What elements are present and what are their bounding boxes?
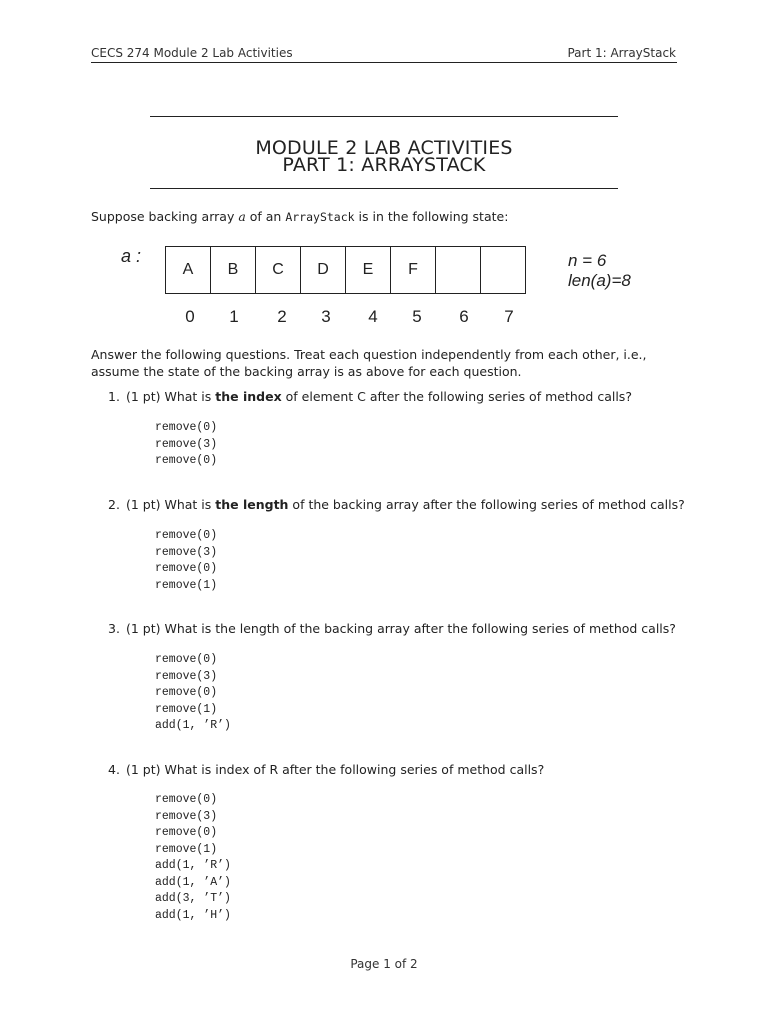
- question-suffix: of the backing array after the following series of method calls?: [288, 497, 685, 512]
- question-bold: the length: [215, 497, 289, 512]
- code-line: add(1, ’R’): [155, 719, 231, 732]
- question-text: [126, 389, 632, 404]
- question-prefix: (1 pt) What is: [126, 389, 216, 404]
- code-line: remove(0): [155, 826, 218, 839]
- array-cell: [481, 246, 526, 294]
- code-line: add(1, ’H’): [155, 908, 231, 922]
- array-diagram: [165, 246, 526, 294]
- code-line: remove(0): [155, 562, 218, 575]
- intro-text: [91, 208, 508, 226]
- code-line: remove(0): [155, 653, 218, 666]
- code-line: remove(1): [155, 842, 218, 856]
- code-line: remove(3): [155, 809, 218, 823]
- array-index: 4: [368, 307, 378, 326]
- array-index: 5: [412, 307, 422, 326]
- page-number: Page 1 of 2: [350, 957, 418, 971]
- intro-var: a: [238, 209, 246, 224]
- array-index: 0: [185, 307, 195, 326]
- code-block: [155, 792, 231, 924]
- array-cell: C: [256, 246, 301, 294]
- code-line: remove(3): [155, 669, 218, 683]
- header-course: CECS 274 Module 2 Lab Activities: [91, 46, 293, 60]
- code-line: remove(0): [155, 421, 218, 434]
- intro-mid: of an: [245, 209, 286, 224]
- array-name: a :: [121, 246, 142, 266]
- question-number: 1.: [108, 389, 120, 404]
- header-rule: [91, 62, 677, 63]
- array-cell: B: [211, 246, 256, 294]
- title-line-1: MODULE 2 LAB ACTIVITIES: [255, 137, 513, 159]
- question-number: 3.: [108, 621, 120, 636]
- array-cell: D: [301, 246, 346, 294]
- question-number: 2.: [108, 497, 120, 512]
- question-bold: the index: [215, 389, 282, 404]
- code-line: add(1, ’A’): [155, 875, 231, 889]
- array-cell: A: [166, 246, 211, 294]
- code-line: add(1, ’R’): [155, 859, 231, 872]
- array-index: 1: [229, 307, 239, 326]
- intro-post: is in the following state:: [354, 209, 509, 224]
- code-line: remove(3): [155, 545, 218, 559]
- header-section: Part 1: ArrayStack: [567, 46, 676, 60]
- array-cell: F: [391, 246, 436, 294]
- code-line: remove(0): [155, 529, 218, 542]
- title-line-2: PART 1: ARRAYSTACK: [282, 154, 486, 176]
- intro-pre: Suppose backing array: [91, 209, 239, 224]
- array-index: 7: [504, 307, 514, 326]
- array-index: 2: [277, 307, 287, 326]
- array-index: 3: [321, 307, 331, 326]
- question-text: [126, 497, 685, 512]
- code-line: remove(0): [155, 454, 218, 467]
- question-number: 4.: [108, 762, 120, 777]
- question-text: (1 pt) What is the length of the backing array after the following series of method calls?: [126, 621, 676, 636]
- question-prefix: (1 pt) What is: [126, 497, 216, 512]
- code-line: remove(0): [155, 686, 218, 699]
- code-block: [155, 528, 217, 594]
- code-line: remove(3): [155, 437, 218, 451]
- array-index: 6: [459, 307, 469, 326]
- n-label: n = 6: [568, 251, 607, 270]
- instructions-text: Answer the following questions. Treat each question independently from each other, i.e., assume the state of the backing array is as above for each question.: [91, 347, 647, 379]
- array-cell: [436, 246, 481, 294]
- intro-code: ArrayStack: [285, 210, 355, 224]
- title-rule-top: [150, 116, 618, 117]
- code-line: add(3, ’T’): [155, 892, 231, 905]
- title-rule-bottom: [150, 188, 618, 189]
- array-cell: E: [346, 246, 391, 294]
- code-line: remove(1): [155, 578, 218, 592]
- len-label: len(a)=8: [568, 271, 631, 290]
- question-text: (1 pt) What is index of R after the following series of method calls?: [126, 762, 545, 777]
- code-line: remove(1): [155, 702, 218, 716]
- code-block: [155, 652, 231, 735]
- code-block: [155, 420, 217, 470]
- question-suffix: of element C after the following series of method calls?: [281, 389, 632, 404]
- code-line: remove(0): [155, 793, 218, 806]
